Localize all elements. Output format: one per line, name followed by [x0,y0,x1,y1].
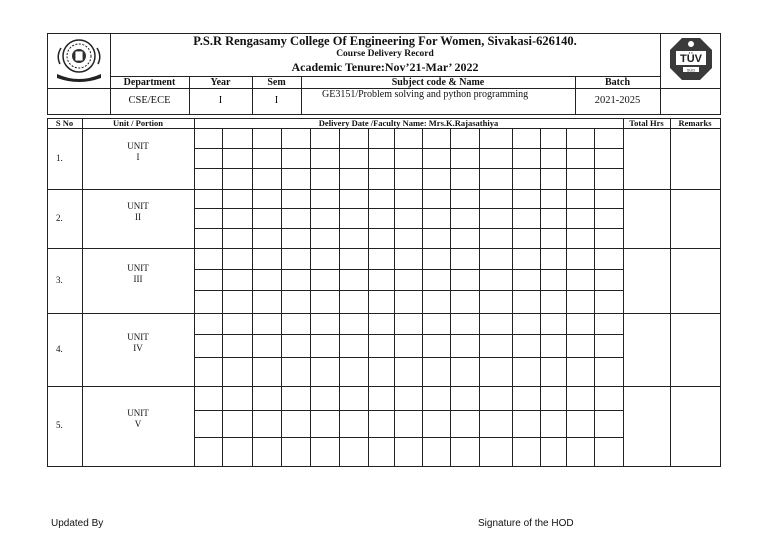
academic-tenure: Academic Tenure:Nov’21-Mar’ 2022 [291,60,479,74]
grid-line [339,128,340,466]
grid-line [47,248,721,249]
unit-word: UNIT [127,408,149,418]
grid-line [194,410,623,411]
unit-word: UNIT [127,201,149,211]
grid-line [252,128,253,466]
batch-label: Batch [605,77,630,88]
delivery-header: Delivery Date /Faculty Name: Mrs.K.Rajasathiya [318,118,499,128]
grid-line [194,228,623,229]
row-unit [82,332,194,354]
row-sno: 4. [56,344,63,354]
grid-line [540,128,541,466]
row-unit [82,141,194,163]
grid-line [194,168,623,169]
row-sno: 2. [56,213,63,223]
grid-line [47,386,721,387]
grid-line [194,290,623,291]
tuv-certification-logo [668,36,714,82]
grid-line [194,334,623,335]
grid-line [194,357,623,358]
record-title: Course Delivery Record [336,49,434,59]
department-label: Department [123,77,176,88]
college-name: P.S.R Rengasamy College Of Engineering For Women, Sivakasi-626140. [193,34,577,48]
grid-line [47,313,721,314]
unit-number: IV [133,343,143,353]
department-value: CSE/ECE [128,95,171,106]
remarks-header: Remarks [678,118,712,128]
unit-number: II [135,212,141,222]
subject-label: Subject code & Name [391,77,485,88]
batch-value: 2021-2025 [594,95,641,106]
row-sno: 5. [56,420,63,430]
college-emblem-logo [52,36,106,84]
grid-line [194,148,623,149]
grid-line [194,208,623,209]
hod-signature-label: Signature of the HOD [478,518,574,529]
grid-line [450,128,451,466]
row-unit [82,408,194,430]
sem-value: I [274,95,279,106]
grid-line [394,128,395,466]
unit-number: III [133,274,143,284]
year-value: I [218,95,223,106]
grid-line [512,128,513,466]
unit-number: I [136,152,140,162]
sno-header: S No [55,118,74,128]
row-sno: 3. [56,275,63,285]
grid-line [479,128,480,466]
grid-line [310,128,311,466]
row-unit [82,201,194,223]
grid-line [194,437,623,438]
row-unit [82,263,194,285]
grid-line [281,128,282,466]
year-label: Year [210,77,231,88]
grid-line [422,128,423,466]
updated-by-label: Updated By [51,518,104,529]
unit-header: Unit / Portion [112,118,164,128]
svg-text:TÜV: TÜV [680,53,702,65]
unit-word: UNIT [127,263,149,273]
grid-line [566,128,567,466]
grid-line [47,189,721,190]
subject-value: GE3151/Problem solving and python programming [322,89,529,100]
grid-line [368,128,369,466]
unit-word: UNIT [127,332,149,342]
unit-number: V [134,419,142,429]
grid-line [594,128,595,466]
svg-text:SÜD: SÜD [686,67,696,73]
grid-line [194,269,623,270]
sem-label: Sem [267,77,286,88]
unit-word: UNIT [127,141,149,151]
row-sno: 1. [56,153,63,163]
total-hours-header: Total Hrs [629,118,664,128]
grid-line [222,128,223,466]
